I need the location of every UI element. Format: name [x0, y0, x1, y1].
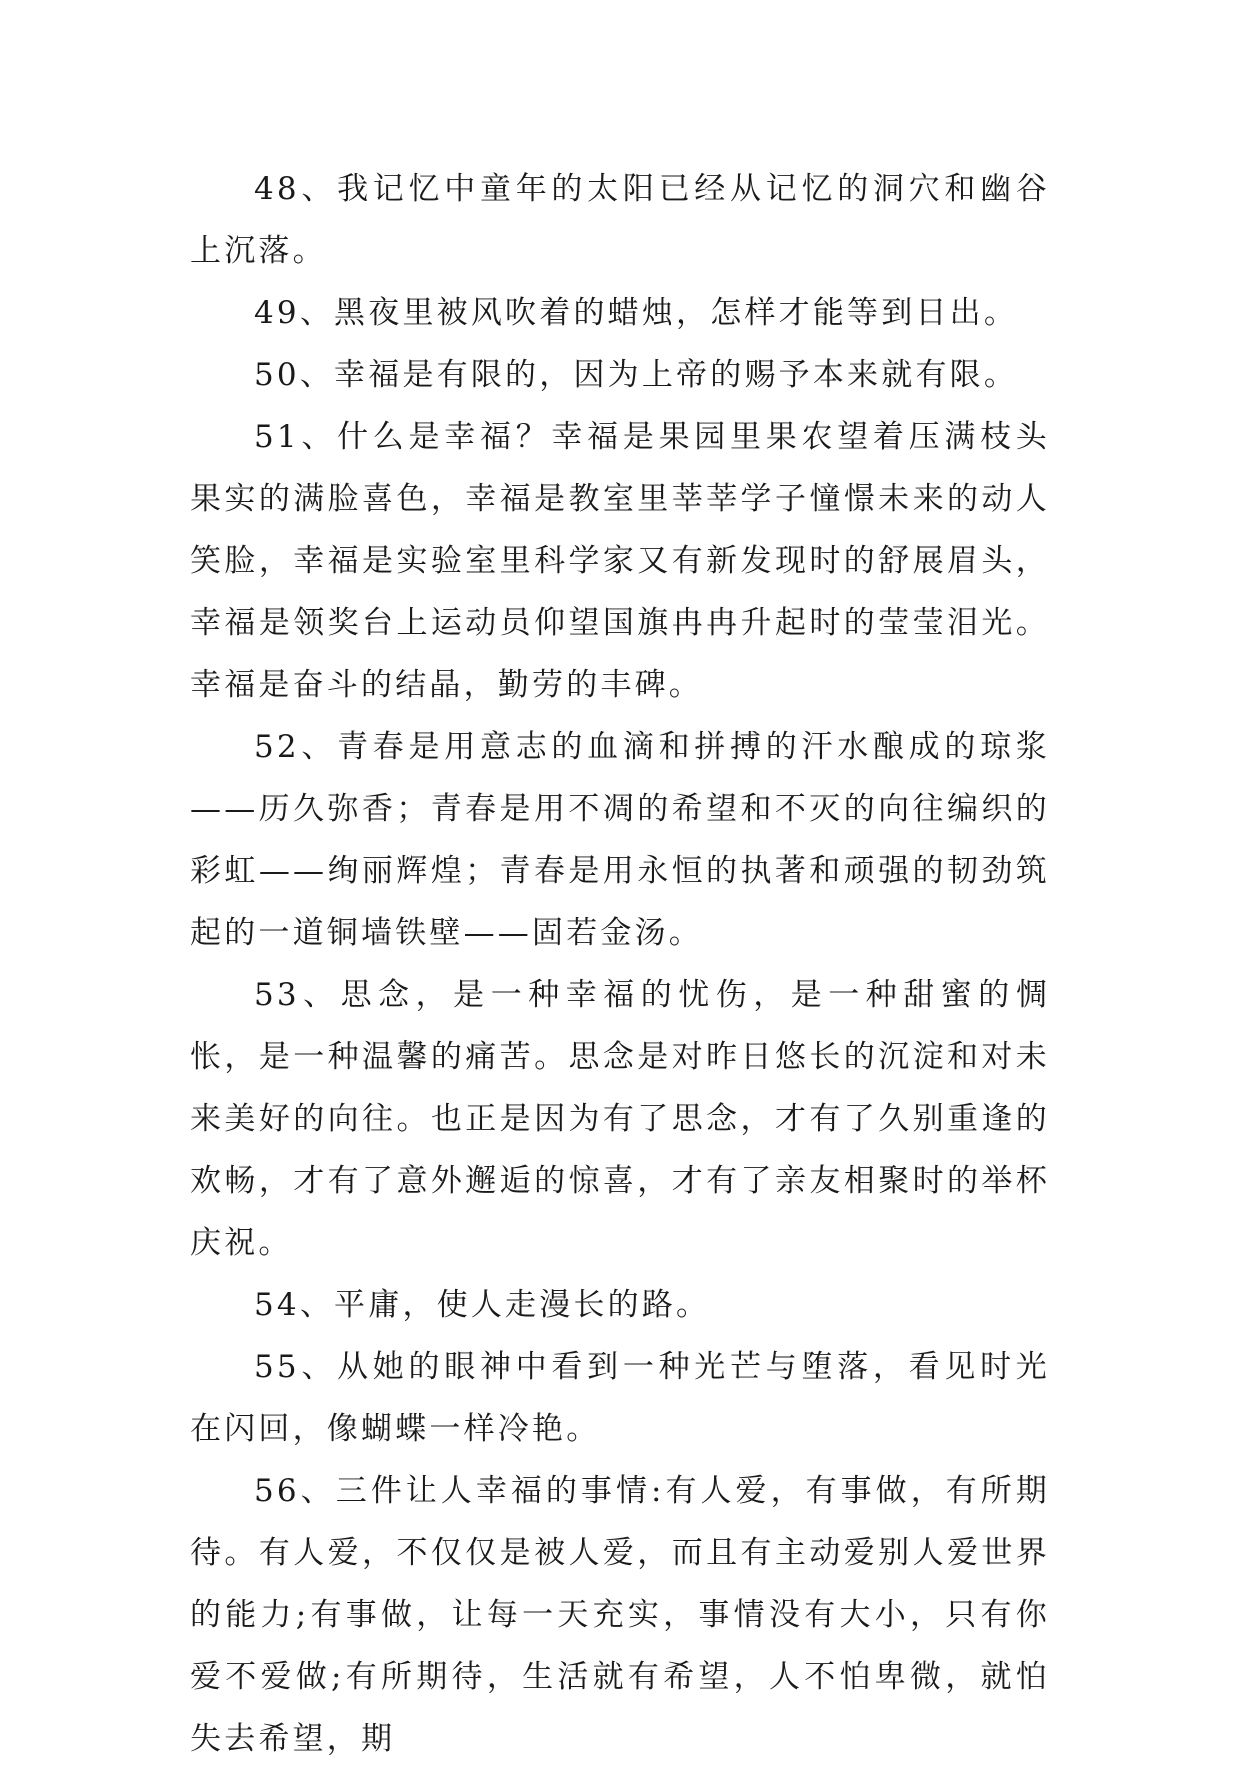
paragraph-52: 52、青春是用意志的血滴和拼搏的汗水酿成的琼浆——历久弥香；青春是用不凋的希望和不灭的向往编织的彩虹——绚丽辉煌；青春是用永恒的执著和顽强的韧劲筑起的一道铜墙铁壁——固若金汤。 — [190, 729, 1050, 951]
paragraph-51: 51、什么是幸福？幸福是果园里果农望着压满枝头果实的满脸喜色，幸福是教室里莘莘学子憧憬未来的动人笑脸，幸福是实验室里科学家又有新发现时的舒展眉头，幸福是领奖台上运动员仰望国旗冉冉升起时的莹莹泪光。幸福是奋斗的结晶，勤劳的丰碑。 — [190, 419, 1050, 703]
paragraph-50: 50、幸福是有限的，因为上帝的赐予本来就有限。 — [254, 357, 1019, 393]
document-body — [190, 158, 1050, 1770]
paragraph-49: 49、黑夜里被风吹着的蜡烛，怎样才能等到日出。 — [254, 295, 1019, 331]
paragraph-55: 55、从她的眼神中看到一种光芒与堕落，看见时光在闪回，像蝴蝶一样冷艳。 — [190, 1349, 1050, 1447]
paragraph-53: 53、思念，是一种幸福的忧伤，是一种甜蜜的惆怅，是一种温馨的痛苦。思念是对昨日悠长的沉淀和对未来美好的向往。也正是因为有了思念，才有了久别重逢的欢畅，才有了意外邂逅的惊喜，才有了亲友相聚时的举杯庆祝。 — [190, 977, 1050, 1261]
paragraph-54: 54、平庸，使人走漫长的路。 — [254, 1287, 711, 1323]
paragraph-48: 48、我记忆中童年的太阳已经从记忆的洞穴和幽谷上沉落。 — [190, 171, 1050, 269]
paragraph-56: 56、三件让人幸福的事情:有人爱，有事做，有所期待。有人爱，不仅仅是被人爱，而且有主动爱别人爱世界的能力;有事做，让每一天充实，事情没有大小，只有你爱不爱做;有所期待，生活就有希望，人不怕卑微，就怕失去希望，期 — [190, 1473, 1050, 1757]
